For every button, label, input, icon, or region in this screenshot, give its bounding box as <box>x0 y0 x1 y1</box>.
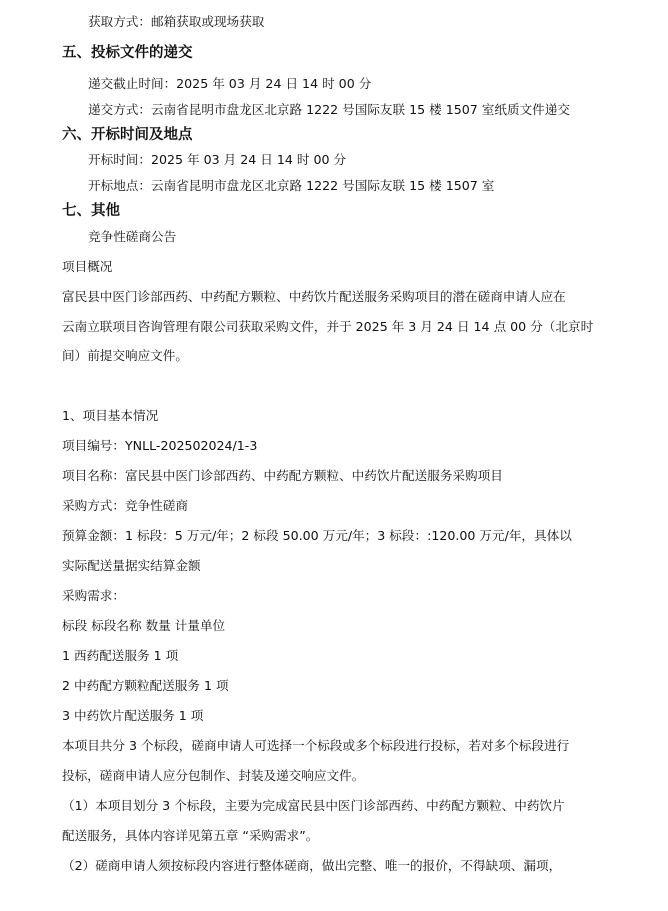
overview-paragraph-line-3: 间）前提交响应文件。 <box>62 348 188 363</box>
opening-location-line: 开标地点：云南省昆明市盘龙区北京路 1222 号国际友联 15 楼 1507 室 <box>88 178 495 193</box>
overview-paragraph-line-1: 富民县中医门诊部西药、中药配方颗粒、中药饮片配送服务采购项目的潜在磋商申请人应在 <box>62 289 566 304</box>
submission-deadline-line: 递交截止时间：2025 年 03 月 24 日 14 时 00 分 <box>88 76 372 91</box>
announcement-title-line: 竞争性磋商公告 <box>88 229 177 244</box>
overview-paragraph-line-2: 云南立联项目咨询管理有限公司获取采购文件，并于 2025 年 3 月 24 日 14 点 00 分（北京时 <box>62 319 594 334</box>
requirements-row-1: 1 西药配送服务 1 项 <box>62 648 179 663</box>
basic-info-heading: 1、项目基本情况 <box>62 408 159 423</box>
project-name-line: 项目名称：富民县中医门诊部西药、中药配方颗粒、中药饮片配送服务采购项目 <box>62 468 503 483</box>
section-heading-5: 五、投标文件的递交 <box>62 45 193 61</box>
section-heading-6: 六、开标时间及地点 <box>62 127 193 143</box>
requirements-row-2: 2 中药配方颗粒配送服务 1 项 <box>62 678 229 693</box>
requirements-label: 采购需求： <box>62 588 125 603</box>
requirements-row-3: 3 中药饮片配送服务 1 项 <box>62 708 204 723</box>
submission-method-line: 递交方式：云南省昆明市盘龙区北京路 1222 号国际友联 15 楼 1507 室纸质文件递交 <box>88 102 570 117</box>
budget-line-2: 实际配送量据实结算金额 <box>62 558 201 573</box>
lots-paragraph-line-1: 本项目共分 3 个标段，磋商申请人可选择一个标段或多个标段进行投标，若对多个标段进行 <box>62 738 570 753</box>
project-number-line: 项目编号：YNLL-202502024/1-3 <box>62 438 258 453</box>
section-heading-7: 七、其他 <box>62 203 120 219</box>
item-1-line-2: 配送服务，具体内容详见第五章 “采购需求”。 <box>62 828 319 843</box>
acquire-method-line: 获取方式：邮箱获取或现场获取 <box>88 14 265 29</box>
budget-line-1: 预算金额：1 标段：5 万元/年；2 标段 50.00 万元/年；3 标段：:120.00 万元/年，具体以 <box>62 528 572 543</box>
requirements-table-header: 标段 标段名称 数量 计量单位 <box>62 618 226 633</box>
item-2-line-1: （2）磋商申请人须按标段内容进行整体磋商，做出完整、唯一的报价，不得缺项、漏项， <box>62 858 562 873</box>
item-1-line-1: （1）本项目划分 3 个标段，主要为完成富民县中医门诊部西药、中药配方颗粒、中药饮片 <box>62 798 565 813</box>
opening-time-line: 开标时间：2025 年 03 月 24 日 14 时 00 分 <box>88 152 347 167</box>
project-overview-label: 项目概况 <box>62 259 113 274</box>
procurement-method-line: 采购方式：竞争性磋商 <box>62 498 188 513</box>
lots-paragraph-line-2: 投标，磋商申请人应分包制作、封装及递交响应文件。 <box>62 768 365 783</box>
